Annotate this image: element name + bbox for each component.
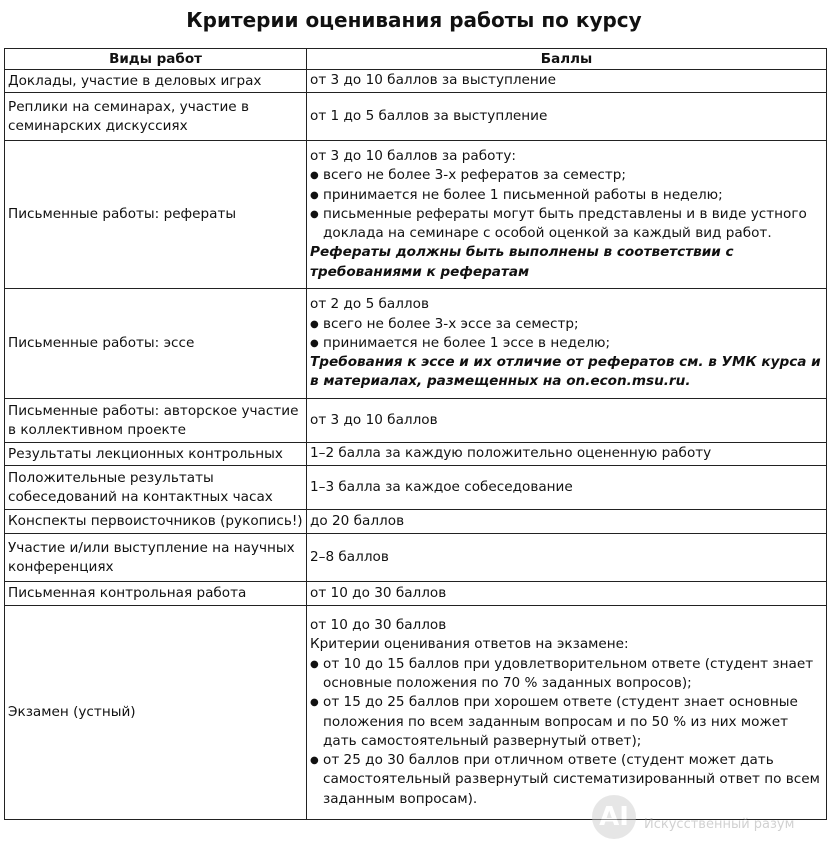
points-intro: от 10 до 30 баллов	[310, 617, 447, 634]
watermark-text: Искусственный разум	[644, 817, 795, 832]
points-cell: от 3 до 10 баллов	[307, 399, 827, 443]
table-row	[5, 141, 827, 289]
points-cell	[307, 289, 827, 399]
table-row	[5, 443, 827, 466]
points-intro: от 3 до 10 баллов за работу:	[310, 147, 517, 164]
work-type-cell: Положительные результаты собеседований на контактных часах	[5, 466, 307, 510]
criteria-table	[4, 48, 827, 820]
points-cell: от 3 до 10 баллов за выступление	[307, 70, 827, 93]
header-points: Баллы	[307, 49, 827, 70]
page-title: Критерии оценивания работы по курсу	[186, 8, 642, 32]
points-subtitle: Критерии оценивания ответов на экзамене:	[310, 636, 629, 653]
points-cell: 2–8 баллов	[307, 534, 827, 582]
points-cell: до 20 баллов	[307, 510, 827, 534]
table-row	[5, 534, 827, 582]
list-item: ● принимается не более 1 эссе в неделю;	[310, 334, 823, 353]
table-row	[5, 399, 827, 443]
list-item: ● от 25 до 30 баллов при отличном ответе (студент может дать самостоятельный развернутый систематизированный ответ по всем заданным вопросам).	[310, 751, 823, 809]
table-row	[5, 289, 827, 399]
work-type-cell: Результаты лекционных контрольных	[5, 443, 307, 466]
list-item: ● от 15 до 25 баллов при хорошем ответе (студент знает основные положения по всем заданным вопросам и по 50 % из них может дать самостоятельный развернутый ответ);	[310, 693, 823, 751]
work-type-cell: Письменная контрольная работа	[5, 582, 307, 606]
watermark-logo-icon: AI	[592, 795, 636, 839]
work-type-cell: Доклады, участие в деловых играх	[5, 70, 307, 93]
points-cell: 1–2 балла за каждую положительно оцененную работу	[307, 443, 827, 466]
list-item: ● от 10 до 15 баллов при удовлетворительном ответе (студент знает основные положения по 70 % заданных вопросов);	[310, 655, 823, 694]
list-item: ● всего не более 3-х рефератов за семестр;	[310, 166, 823, 185]
work-type-cell: Письменные работы: эссе	[5, 289, 307, 399]
table-row	[5, 510, 827, 534]
points-note: Требования к эссе и их отличие от рефератов см. в УМК курса и в материалах, размещенных на on.econ.msu.ru.	[310, 354, 821, 390]
points-cell: от 10 до 30 баллов	[307, 582, 827, 606]
points-cell: от 1 до 5 баллов за выступление	[307, 93, 827, 141]
points-note: Рефераты должны быть выполнены в соответствии с требованиями к рефератам	[310, 244, 734, 280]
list-item: ● всего не более 3-х эссе за семестр;	[310, 315, 823, 334]
work-type-cell: Письменные работы: рефераты	[5, 141, 307, 289]
points-intro: от 2 до 5 баллов	[310, 296, 429, 313]
table-row	[5, 606, 827, 820]
list-item: ● принимается не более 1 письменной работы в неделю;	[310, 186, 823, 205]
table-row	[5, 466, 827, 510]
work-type-cell: Письменные работы: авторское участие в коллективном проекте	[5, 399, 307, 443]
table-row	[5, 70, 827, 93]
list-item: ● письменные рефераты могут быть представлены и в виде устного доклада на семинаре с особой оценкой за каждый вид работ.	[310, 205, 823, 244]
watermark	[592, 795, 822, 839]
header-work-types: Виды работ	[5, 49, 307, 70]
work-type-cell: Конспекты первоисточников (рукопись!)	[5, 510, 307, 534]
points-cell: 1–3 балла за каждое собеседование	[307, 466, 827, 510]
work-type-cell: Экзамен (устный)	[5, 606, 307, 820]
table-row	[5, 582, 827, 606]
points-cell	[307, 606, 827, 820]
table-header-row	[5, 49, 827, 70]
table-row	[5, 93, 827, 141]
points-cell	[307, 141, 827, 289]
work-type-cell: Реплики на семинарах, участие в семинарских дискуссиях	[5, 93, 307, 141]
work-type-cell: Участие и/или выступление на научных конференциях	[5, 534, 307, 582]
